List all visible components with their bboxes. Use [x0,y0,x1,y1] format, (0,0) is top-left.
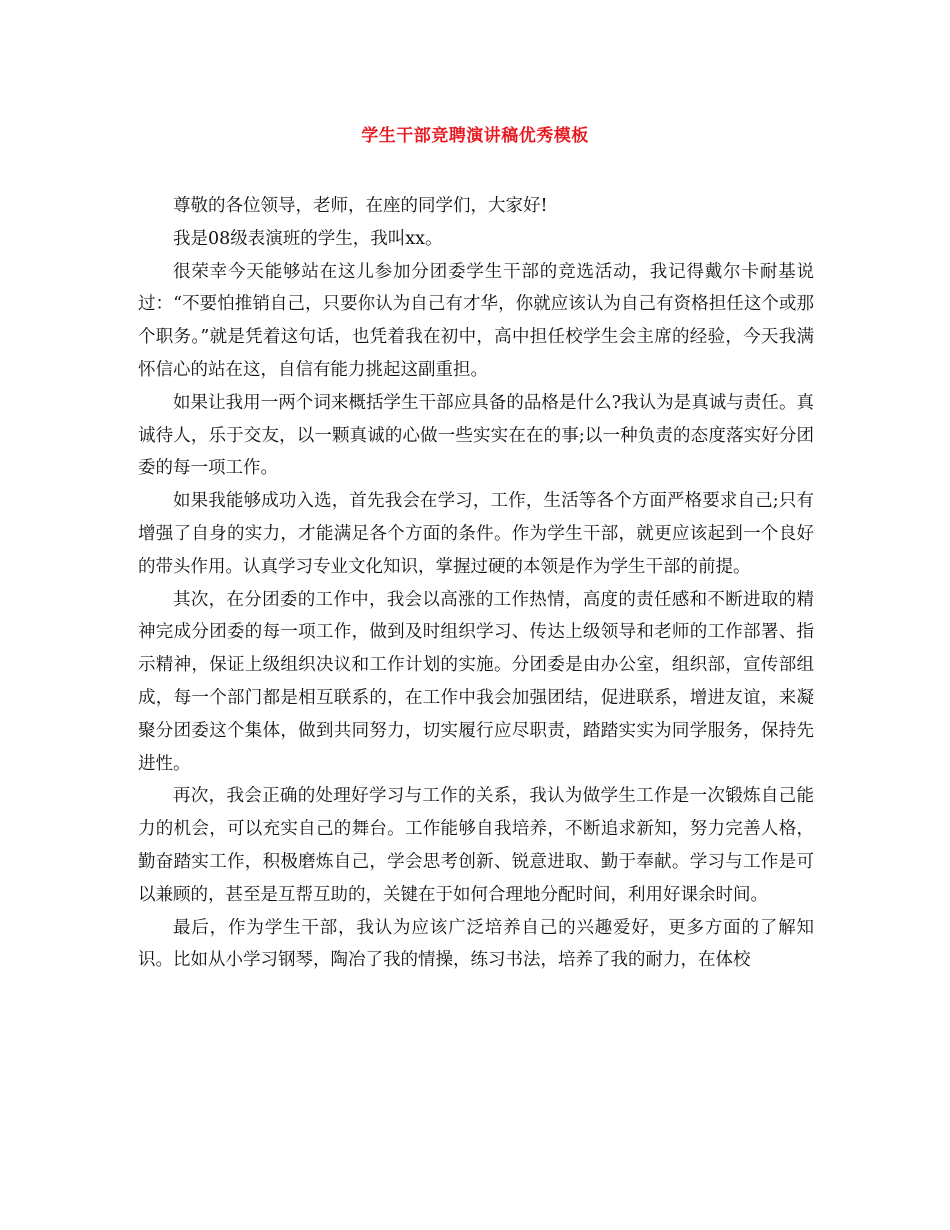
paragraph-second-plan: 其次，在分团委的工作中，我会以高涨的工作热情，高度的责任感和不断进取的精神完成分团委的每一项工作，做到及时组织学习、传达上级领导和老师的工作部署、指示精神，保证上级组织决议和工作计划的实施。分团委是由办公室，组织部，宣传部组成，每一个部门都是相互联系的，在工作中我会加强团结，促进联系，增进友谊，来凝聚分团委这个集体，做到共同努力，切实履行应尽职责，踏踏实实为同学服务，保持先进性。 [138,589,814,774]
paragraph-greeting: 尊敬的各位领导，老师，在座的同学们，大家好! [173,196,548,216]
paragraph-first-plan: 如果我能够成功入选，首先我会在学习，工作，生活等各个方面严格要求自己;只有增强了自身的实力，才能满足各个方面的条件。作为学生干部，就更应该起到一个良好的带头作用。认真学习专业文化知识，掌握过硬的本领是作为学生干部的前提。 [138,491,814,577]
paragraph-third-plan: 再次，我会正确的处理好学习与工作的关系，我认为做学生工作是一次锻炼自己能力的机会，可以充实自己的舞台。工作能够自我培养，不断追求新知，努力完善人格，勤奋踏实工作，积极磨炼自己，学会思考创新、锐意进取、勤于奉献。学习与工作是可以兼顾的，甚至是互帮互助的，关键在于如何合理地分配时间，利用好课余时间。 [138,786,814,905]
paragraph-final-plan: 最后，作为学生干部，我认为应该广泛培养自己的兴趣爱好，更多方面的了解知识。比如从小学习钢琴，陶冶了我的情操，练习书法，培养了我的耐力，在体校 [138,917,814,971]
paragraph-qualities: 如果让我用一两个词来概括学生干部应具备的品格是什么?我认为是真诚与责任。真诚待人，乐于交友，以一颗真诚的心做一些实实在在的事;以一种负责的态度落实好分团委的每一项工作。 [138,392,814,479]
document-body [138,190,814,977]
document-title: 学生干部竞聘演讲稿优秀模板 [361,126,589,146]
paragraph-introduction: 我是08级表演班的学生，我叫xx。 [173,228,443,249]
paragraph-motivation: 很荣幸今天能够站在这儿参加分团委学生干部的竞选活动，我记得戴尔卡耐基说过：“不要怕推销自己，只要你认为自己有才华，你就应该认为自己有资格担任这个或那个职务。”就是凭着这句话，也凭着我在初中，高中担任校学生会主席的经验，今天我满怀信心的站在这，自信有能力挑起这副重担。 [138,261,814,380]
